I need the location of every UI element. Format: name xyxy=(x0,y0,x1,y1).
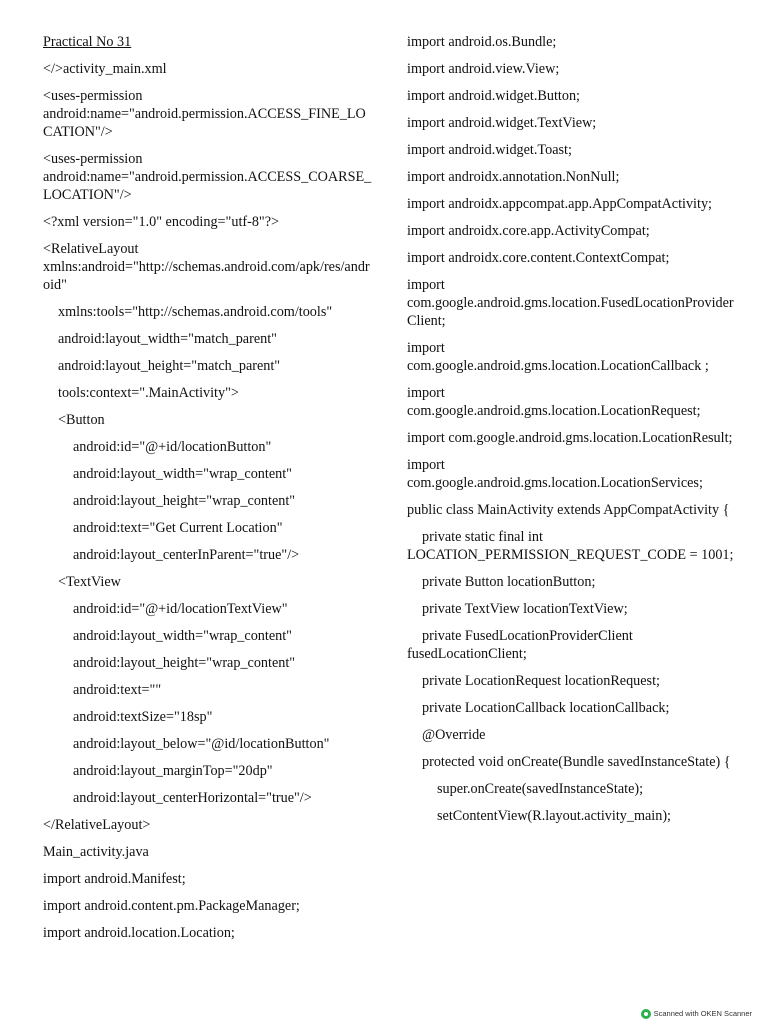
code-line: import androidx.appcompat.app.AppCompatActivity; xyxy=(407,196,712,212)
code-line: private LocationRequest locationRequest; xyxy=(422,673,660,689)
code-line: private TextView locationTextView; xyxy=(422,601,628,617)
code-line: android:layout_height="wrap_content" xyxy=(73,493,296,509)
code-line: import com.google.android.gms.location.LocationCallback ; xyxy=(407,340,709,374)
code-line: import android.content.pm.PackageManager; xyxy=(43,898,300,914)
code-line: protected void onCreate(Bundle savedInstanceState) { xyxy=(422,754,731,770)
code-line: android:id="@+id/locationButton" xyxy=(73,439,272,455)
code-line: android:layout_width="wrap_content" xyxy=(73,628,292,644)
code-line: private FusedLocationProviderClient fusedLocationClient; xyxy=(407,628,633,662)
code-line: <?xml version="1.0" encoding="utf-8"?> xyxy=(43,214,280,230)
code-line: android:layout_height="wrap_content" xyxy=(73,655,296,671)
code-line: android:textSize="18sp" xyxy=(73,709,213,725)
code-line: <RelativeLayout xmlns:android="http://schemas.android.com/apk/res/android" xyxy=(43,241,370,293)
code-line: public class MainActivity extends AppCompatActivity { xyxy=(407,502,730,518)
code-line: import android.view.View; xyxy=(407,61,560,77)
code-line: import com.google.android.gms.location.LocationRequest; xyxy=(407,385,701,419)
code-line: import com.google.android.gms.location.FusedLocationProviderClient; xyxy=(407,277,734,329)
code-line: android:text="" xyxy=(73,682,162,698)
left-column xyxy=(43,33,375,951)
code-line: android:layout_width="wrap_content" xyxy=(73,466,292,482)
scanner-watermark xyxy=(641,1009,752,1019)
right-column xyxy=(407,33,737,834)
code-line: import android.location.Location; xyxy=(43,925,235,941)
code-line: android:text="Get Current Location" xyxy=(73,520,283,536)
code-line: <uses-permission android:name="android.permission.ACCESS_COARSE_LOCATION"/> xyxy=(43,151,372,203)
code-line: import androidx.core.content.ContextCompat; xyxy=(407,250,670,266)
code-line: <uses-permission android:name="android.permission.ACCESS_FINE_LOCATION"/> xyxy=(43,88,366,140)
code-line: import com.google.android.gms.location.LocationResult; xyxy=(407,430,733,446)
code-line: private static final int LOCATION_PERMISSION_REQUEST_CODE = 1001; xyxy=(407,529,734,563)
code-line: android:layout_centerInParent="true"/> xyxy=(73,547,300,563)
scanner-logo-icon xyxy=(641,1009,651,1019)
code-line: import android.Manifest; xyxy=(43,871,186,887)
code-line: import androidx.annotation.NonNull; xyxy=(407,169,620,185)
code-line: android:layout_centerHorizontal="true"/> xyxy=(73,790,312,806)
code-line: import com.google.android.gms.location.LocationServices; xyxy=(407,457,703,491)
code-line: android:layout_marginTop="20dp" xyxy=(73,763,273,779)
code-line: <TextView xyxy=(58,574,121,590)
code-line: Main_activity.java xyxy=(43,844,149,860)
code-line: setContentView(R.layout.activity_main); xyxy=(437,808,671,824)
code-line: import androidx.core.app.ActivityCompat; xyxy=(407,223,650,239)
code-line: </RelativeLayout> xyxy=(43,817,151,833)
code-line: private Button locationButton; xyxy=(422,574,596,590)
code-line: import android.widget.Button; xyxy=(407,88,580,104)
code-line: @Override xyxy=(422,727,486,743)
code-line: import android.widget.TextView; xyxy=(407,115,597,131)
code-line: tools:context=".MainActivity"> xyxy=(58,385,239,401)
code-line: import android.widget.Toast; xyxy=(407,142,572,158)
code-line: <Button xyxy=(58,412,105,428)
code-line: android:layout_width="match_parent" xyxy=(58,331,277,347)
code-line: android:layout_height="match_parent" xyxy=(58,358,281,374)
code-line: private LocationCallback locationCallback; xyxy=(422,700,670,716)
code-line: import android.os.Bundle; xyxy=(407,34,557,50)
scanner-text: Scanned with OKEN Scanner xyxy=(653,1009,752,1018)
code-line: xmlns:tools="http://schemas.android.com/tools" xyxy=(58,304,333,320)
code-line: </>activity_main.xml xyxy=(43,61,167,77)
code-line: android:layout_below="@id/locationButton" xyxy=(73,736,330,752)
code-line: android:id="@+id/locationTextView" xyxy=(73,601,288,617)
code-line: super.onCreate(savedInstanceState); xyxy=(437,781,644,797)
page-title: Practical No 31 xyxy=(43,34,132,50)
